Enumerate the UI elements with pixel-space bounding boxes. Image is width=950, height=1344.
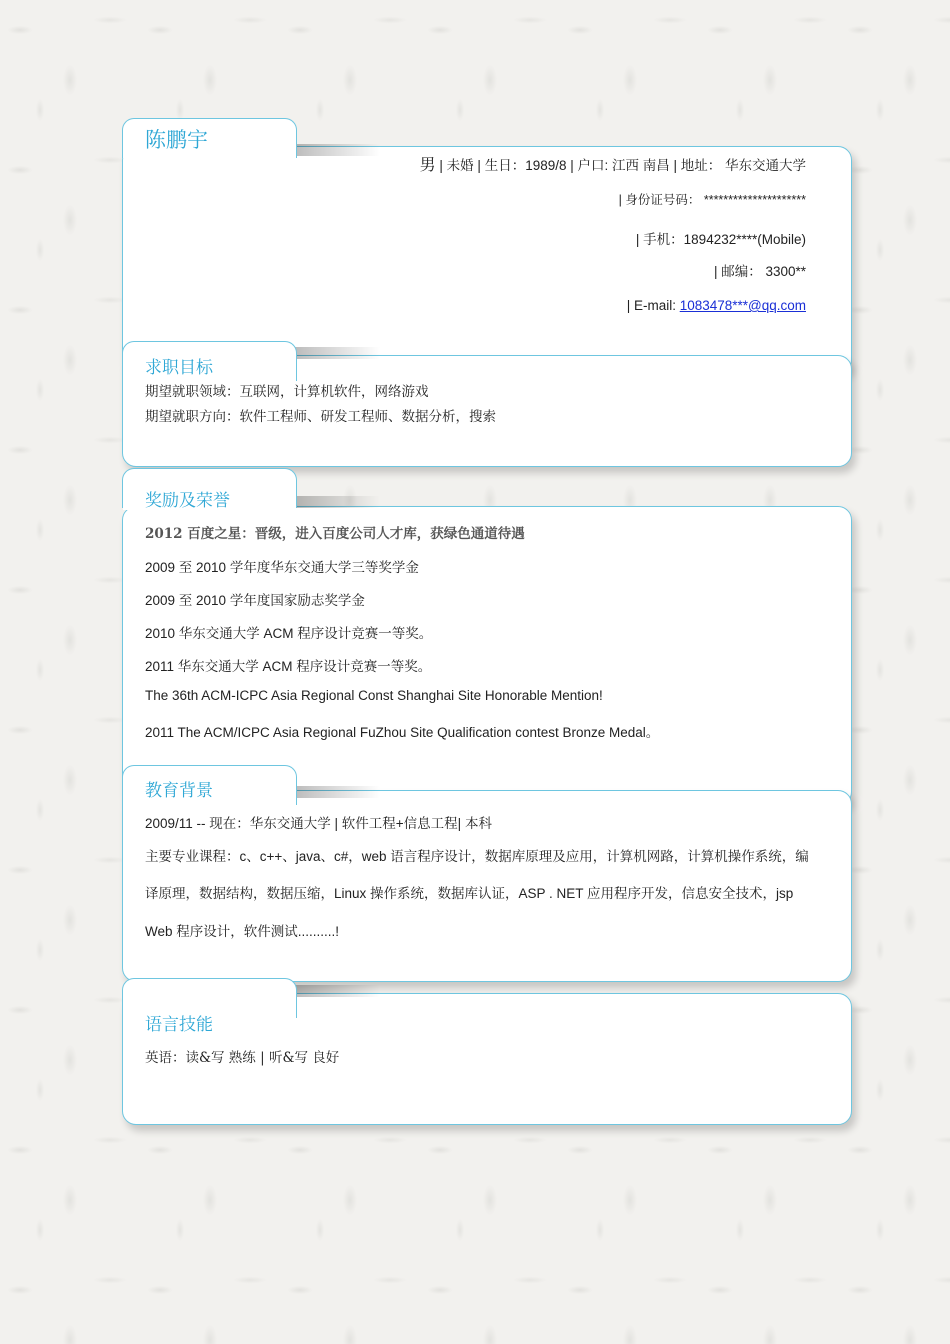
email-label: | E-mail: — [626, 298, 680, 313]
objective-line: 期望就职方向：软件工程师、研发工程师、数据分析，搜索 — [145, 409, 496, 425]
language-title: 语言技能 — [145, 1015, 213, 1035]
gender-value: 男 — [419, 155, 436, 174]
language-tab-join — [123, 991, 296, 997]
education-line: 2009/11 -- 现在：华东交通大学 | 软件工程+信息工程| 本科 — [145, 816, 492, 831]
education-title: 教育背景 — [145, 781, 213, 801]
award-item: 2010 华东交通大学 ACM 程序设计竞赛一等奖。 — [145, 626, 433, 641]
email-link[interactable]: 1083478***@qq.com — [679, 298, 806, 313]
objective-line: 期望就职领域：互联网，计算机软件，网络游戏 — [145, 384, 429, 400]
education-line: 译原理，数据结构，数据压缩，Linux 操作系统，数据库认证，ASP . NET 应用程序开发，信息安全技术，jsp — [145, 886, 794, 901]
award-item: 2012 百度之星：晋级，进入百度公司人才库，获绿色通道待遇 — [145, 526, 525, 542]
education-line: Web 程序设计，软件测试..........! — [145, 924, 340, 939]
award-item: 2009 至 2010 学年度华东交通大学三等奖学金 — [145, 560, 419, 575]
language-line: 英语：读&写 熟练 | 听&写 良好 — [145, 1050, 340, 1066]
id-number-line: | 身份证号码： ********************* — [618, 193, 806, 207]
personal-info-line — [420, 152, 806, 175]
education-tab-shadow — [290, 786, 380, 798]
postcode-line: | 邮编： 3300** — [713, 264, 806, 279]
personal-info-text: | 未婚 | 生日：1989/8 | 户口: 江西 南昌 | 地址： 华东交通大学 — [435, 158, 806, 173]
awards-title: 奖励及荣誉 — [145, 491, 230, 511]
objective-title: 求职目标 — [145, 358, 213, 378]
award-item: 2011 The ACM/ICPC Asia Regional FuZhou Site Qualification contest Bronze Medal。 — [145, 725, 660, 740]
header-tab-shadow — [290, 144, 380, 156]
phone-line: | 手机：1894232****(Mobile) — [635, 232, 806, 247]
award-item: 2009 至 2010 学年度国家励志奖学金 — [145, 593, 365, 608]
award-item: The 36th ACM-ICPC Asia Regional Const Shanghai Site Honorable Mention! — [145, 688, 603, 703]
awards-tab-shadow — [290, 496, 380, 508]
candidate-name: 陈鹏宇 — [145, 128, 208, 152]
objective-tab-shadow — [290, 347, 380, 359]
language-tab-shadow — [290, 985, 380, 997]
education-line: 主要专业课程：c、c++、java、c#，web 语言程序设计，数据库原理及应用，计算机网路，计算机操作系统，编 — [145, 849, 809, 864]
award-item: 2011 华东交通大学 ACM 程序设计竞赛一等奖。 — [145, 659, 432, 674]
email-line — [627, 298, 806, 313]
